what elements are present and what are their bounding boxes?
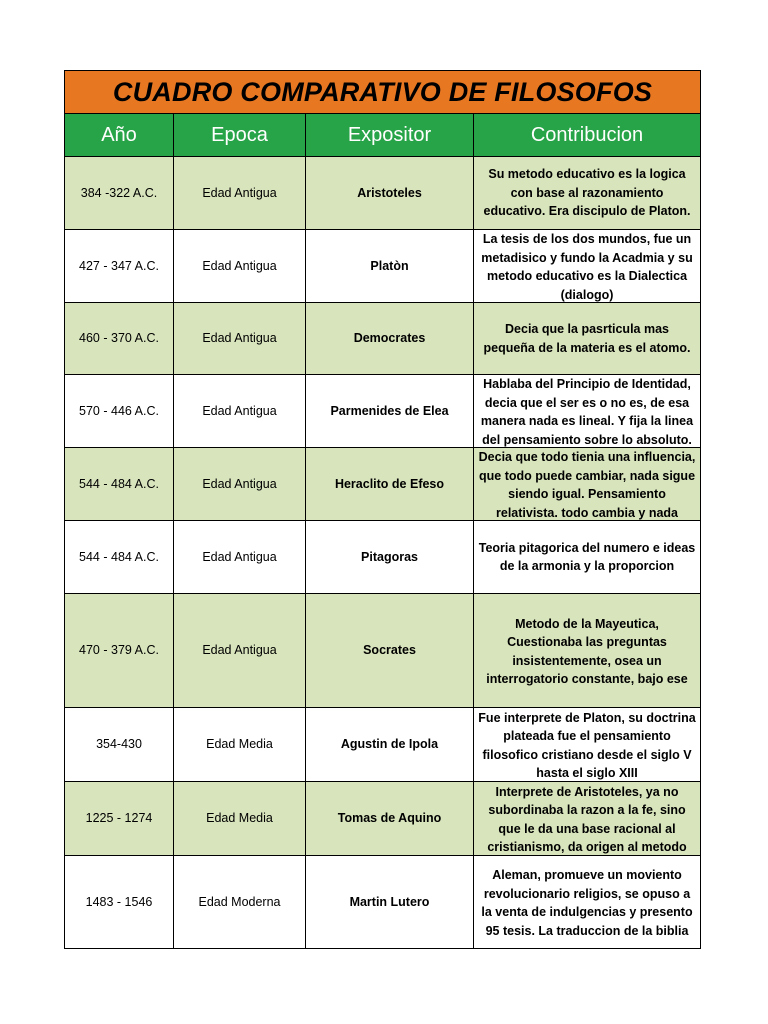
contribution-cell (474, 375, 701, 448)
table-row (65, 230, 701, 303)
epoch-cell: Edad Antigua (174, 303, 306, 375)
table-row (65, 521, 701, 594)
table-row (65, 782, 701, 856)
year-cell: 544 - 484 A.C. (65, 521, 174, 594)
expositor-cell: Democrates (306, 303, 474, 375)
epoch-cell: Edad Antigua (174, 157, 306, 230)
contribution-cell (474, 303, 701, 375)
table-row (65, 448, 701, 521)
contribution-cell (474, 157, 701, 230)
expositor-cell: Tomas de Aquino (306, 782, 474, 856)
contribution-text: Metodo de la Mayeutica, Cuestionaba las preguntas insistentemente, osea un interrogatorio constante, bajo ese (486, 616, 688, 686)
contribution-text: Fue interprete de Platon, su doctrina plateada fue el pensamiento filosofico cristiano desde el siglo V hasta el siglo XIII (478, 710, 696, 780)
contribution-text: Su metodo educativo es la logica con base al razonamiento educativo. Era discipulo de Platon. (483, 167, 691, 219)
year-cell: 570 - 446 A.C. (65, 375, 174, 448)
epoch-cell: Edad Antigua (174, 594, 306, 708)
table-row (65, 303, 701, 375)
year-cell: 427 - 347 A.C. (65, 230, 174, 303)
year-cell: 384 -322 A.C. (65, 157, 174, 230)
year-cell: 1483 - 1546 (65, 856, 174, 949)
contribution-cell (474, 230, 701, 303)
epoch-cell: Edad Antigua (174, 375, 306, 448)
expositor-cell: Heraclito de Efeso (306, 448, 474, 521)
year-cell: 354-430 (65, 708, 174, 782)
year-cell: 470 - 379 A.C. (65, 594, 174, 708)
contribution-text: Decia que todo tienia una influencia, que todo puede cambiar, nada sigue siendo igual. Pensamiento relativista. todo cambia y nada (478, 450, 696, 520)
contribution-cell (474, 708, 701, 782)
table-row (65, 157, 701, 230)
contribution-text: Decia que la pasrticula mas pequeña de la materia es el atomo. (483, 322, 691, 355)
year-cell: 544 - 484 A.C. (65, 448, 174, 521)
header-epoch: Epoca (174, 114, 306, 157)
epoch-cell: Edad Antigua (174, 521, 306, 594)
table-row (65, 594, 701, 708)
table-row (65, 856, 701, 949)
header-contribution: Contribucion (474, 114, 701, 157)
contribution-cell (474, 856, 701, 949)
expositor-cell: Platòn (306, 230, 474, 303)
contribution-text: Teoria pitagorica del numero e ideas de la armonia y la proporcion (478, 540, 696, 573)
epoch-cell: Edad Antigua (174, 230, 306, 303)
contribution-text: Hablaba del Principio de Identidad, decia que el ser es o no es, de esa manera nada es lineal. Y fija la linea del pensamiento sobre lo absoluto. (480, 377, 694, 447)
table-row (65, 375, 701, 448)
expositor-cell: Socrates (306, 594, 474, 708)
header-year: Año (65, 114, 174, 157)
expositor-cell: Martin Lutero (306, 856, 474, 949)
expositor-cell: Agustin de Ipola (306, 708, 474, 782)
contribution-text: Interprete de Aristoteles, ya no subordinaba la razon a la fe, sino que le da una base racional al cristianismo, da origen al metodo (487, 784, 687, 854)
expositor-cell: Aristoteles (306, 157, 474, 230)
expositor-cell: Pitagoras (306, 521, 474, 594)
epoch-cell: Edad Media (174, 782, 306, 856)
expositor-cell: Parmenides de Elea (306, 375, 474, 448)
header-expositor: Expositor (306, 114, 474, 157)
contribution-cell (474, 448, 701, 521)
year-cell: 1225 - 1274 (65, 782, 174, 856)
epoch-cell: Edad Media (174, 708, 306, 782)
epoch-cell: Edad Antigua (174, 448, 306, 521)
contribution-text: Aleman, promueve un moviento revolucionario religios, se opuso a la venta de indulgencias y presento 95 tesis. La traduccion de la biblia (481, 868, 693, 938)
contribution-cell (474, 782, 701, 856)
philosophers-comparison-table (64, 70, 701, 949)
table-title: CUADRO COMPARATIVO DE FILOSOFOS (65, 71, 701, 114)
table-body (65, 157, 701, 949)
contribution-text: La tesis de los dos mundos, fue un metadisico y fundo la Acadmia y su metodo educativo es la Dialectica (dialogo) (481, 232, 693, 302)
table-row (65, 708, 701, 782)
contribution-cell (474, 521, 701, 594)
year-cell: 460 - 370 A.C. (65, 303, 174, 375)
contribution-cell (474, 594, 701, 708)
epoch-cell: Edad Moderna (174, 856, 306, 949)
